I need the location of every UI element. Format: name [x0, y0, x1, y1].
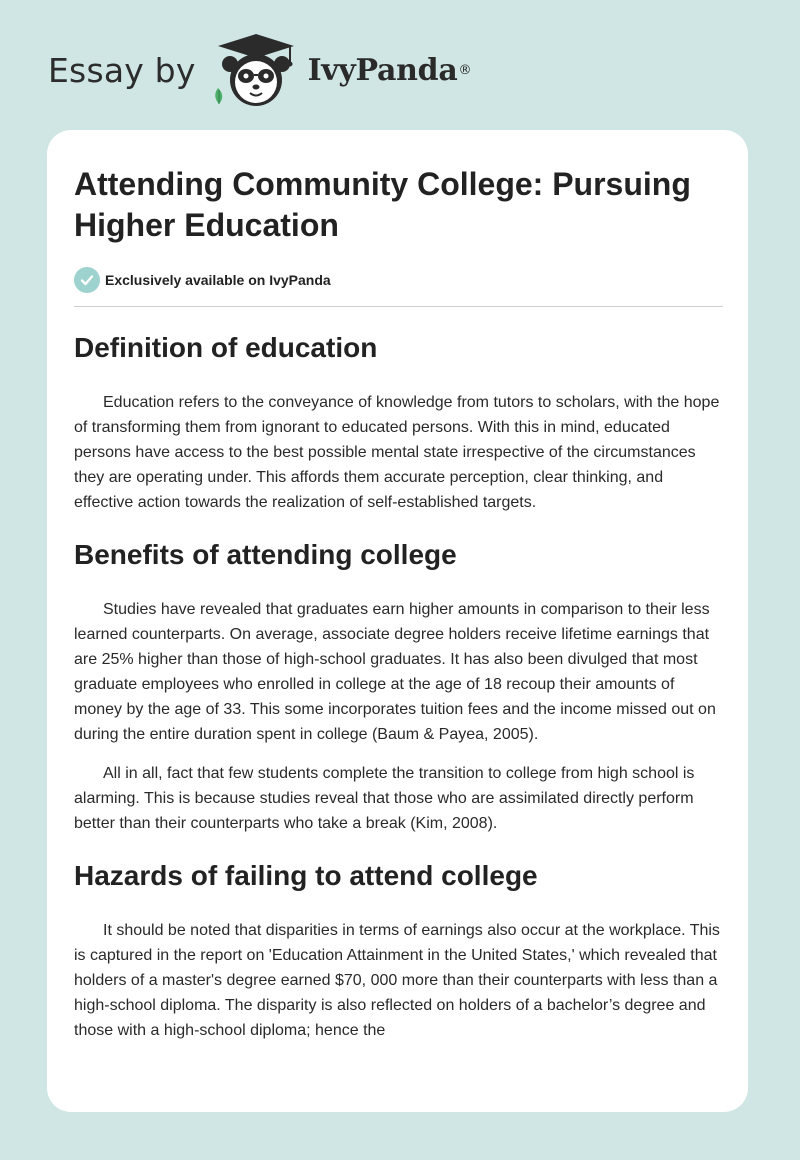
section-heading: Definition of education: [74, 332, 378, 363]
check-icon: [74, 267, 100, 293]
essay-content: [74, 164, 722, 1043]
paragraph: Studies have revealed that graduates earn higher amounts in comparison to their less learned counterparts. On average, associate degree holders receive lifetime earnings that are 25% higher than those of high-school graduates. It has also been divulged that most graduate employees who enrolled in college at the age of 18 recoup their amounts of money by the age of 33. This some incorporates tuition fees and the income missed out on during the entire duration spent in college (Baum & Payea, 2005).: [74, 601, 716, 743]
essay-title: Attending Community College: Pursuing Higher Education: [74, 166, 691, 243]
brand-prefix: Essay by: [48, 50, 196, 90]
title-divider: [74, 306, 723, 307]
panda-logo-icon[interactable]: [210, 30, 306, 110]
registered-mark: ®: [458, 62, 472, 78]
section-definition: [74, 329, 722, 515]
paragraph: Education refers to the conveyance of knowledge from tutors to scholars, with the hope of transforming them from ignorant to educated persons. With this in mind, educated persons have access to the best possible mental state irrespective of the circumstances they are operating under. This affords them accurate perception, clear thinking, and effective action towards the realization of self-established targets.: [74, 394, 720, 511]
section-heading: Benefits of attending college: [74, 539, 457, 570]
section-heading: Hazards of failing to attend college: [74, 860, 538, 891]
section-benefits: [74, 536, 722, 836]
section-hazards: [74, 857, 722, 1043]
essay-card: [47, 130, 748, 1112]
paragraph: All in all, fact that few students complete the transition to college from high school is alarming. This is because studies reveal that those who are assimilated directly perform better than their counterparts who take a break (Kim, 2008).: [74, 765, 695, 832]
brand-header: [48, 30, 471, 110]
brand-name: IvyPanda: [307, 52, 458, 88]
paragraph: It should be noted that disparities in terms of earnings also occur at the workplace. This is captured in the report on 'Education Attainment in the United States,' which revealed that holders of a master's degree earned $70, 000 more than their counterparts with less than a high-school diploma. The disparity is also reflected on holders of a bachelor’s degree and those with a high-school diploma; hence the: [74, 922, 720, 1039]
exclusive-badge-text: Exclusively available on IvyPanda: [105, 272, 331, 288]
exclusive-badge: [74, 266, 722, 294]
